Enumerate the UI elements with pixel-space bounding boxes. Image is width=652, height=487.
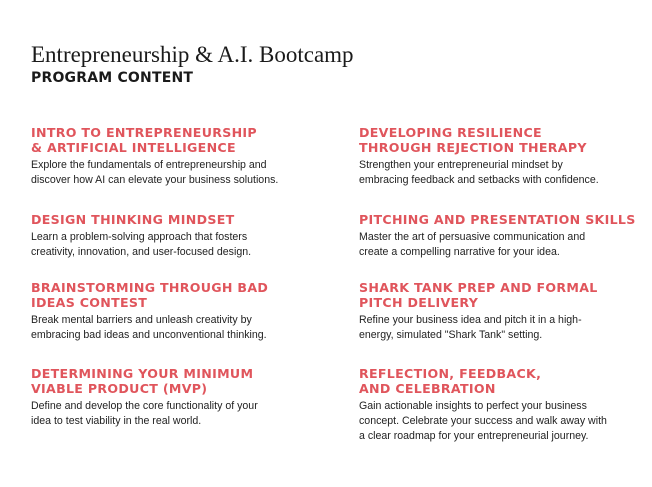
module-resilience-rejection-therapy — [359, 125, 649, 188]
module-heading: SHARK TANK PREP AND FORMAL PITCH DELIVERY — [359, 280, 598, 310]
page-subtitle: PROGRAM CONTENT — [31, 70, 194, 86]
module-description: Gain actionable insights to perfect your business concept. Celebrate your success and walk away with a clear roadmap for your entrepreneurial journey. — [359, 400, 607, 442]
module-heading: PITCHING AND PRESENTATION SKILLS — [359, 212, 636, 227]
module-heading: REFLECTION, FEEDBACK, AND CELEBRATION — [359, 366, 542, 396]
module-description: Refine your business idea and pitch it in a high- energy, simulated "Shark Tank" setting. — [359, 314, 582, 341]
module-description: Master the art of persuasive communication and create a compelling narrative for your idea. — [359, 231, 586, 258]
module-description: Strengthen your entrepreneurial mindset by embracing feedback and setbacks with confidence. — [359, 159, 599, 186]
module-intro-entrepreneurship-ai — [31, 125, 321, 188]
module-design-thinking — [31, 212, 321, 260]
module-bad-ideas-contest — [31, 280, 321, 343]
module-reflection-celebration — [359, 366, 649, 444]
module-description: Break mental barriers and unleash creativity by embracing bad ideas and unconventional thinking. — [31, 314, 267, 341]
page-title: Entrepreneurship & A.I. Bootcamp — [31, 42, 354, 67]
module-heading: BRAINSTORMING THROUGH BAD IDEAS CONTEST — [31, 280, 269, 310]
module-heading: DEVELOPING RESILIENCE THROUGH REJECTION THERAPY — [359, 125, 587, 155]
module-description: Explore the fundamentals of entrepreneurship and discover how AI can elevate your business solutions. — [31, 159, 279, 186]
module-description: Learn a problem-solving approach that fosters creativity, innovation, and user-focused design. — [31, 231, 252, 258]
module-heading: DETERMINING YOUR MINIMUM VIABLE PRODUCT (MVP) — [31, 366, 254, 396]
module-mvp — [31, 366, 321, 429]
module-heading: DESIGN THINKING MINDSET — [31, 212, 235, 227]
module-shark-tank-pitch — [359, 280, 649, 343]
module-description: Define and develop the core functionality of your idea to test viability in the real world. — [31, 400, 258, 427]
module-pitching-presentation — [359, 212, 649, 260]
module-heading: INTRO TO ENTREPRENEURSHIP & ARTIFICIAL INTELLIGENCE — [31, 125, 257, 155]
